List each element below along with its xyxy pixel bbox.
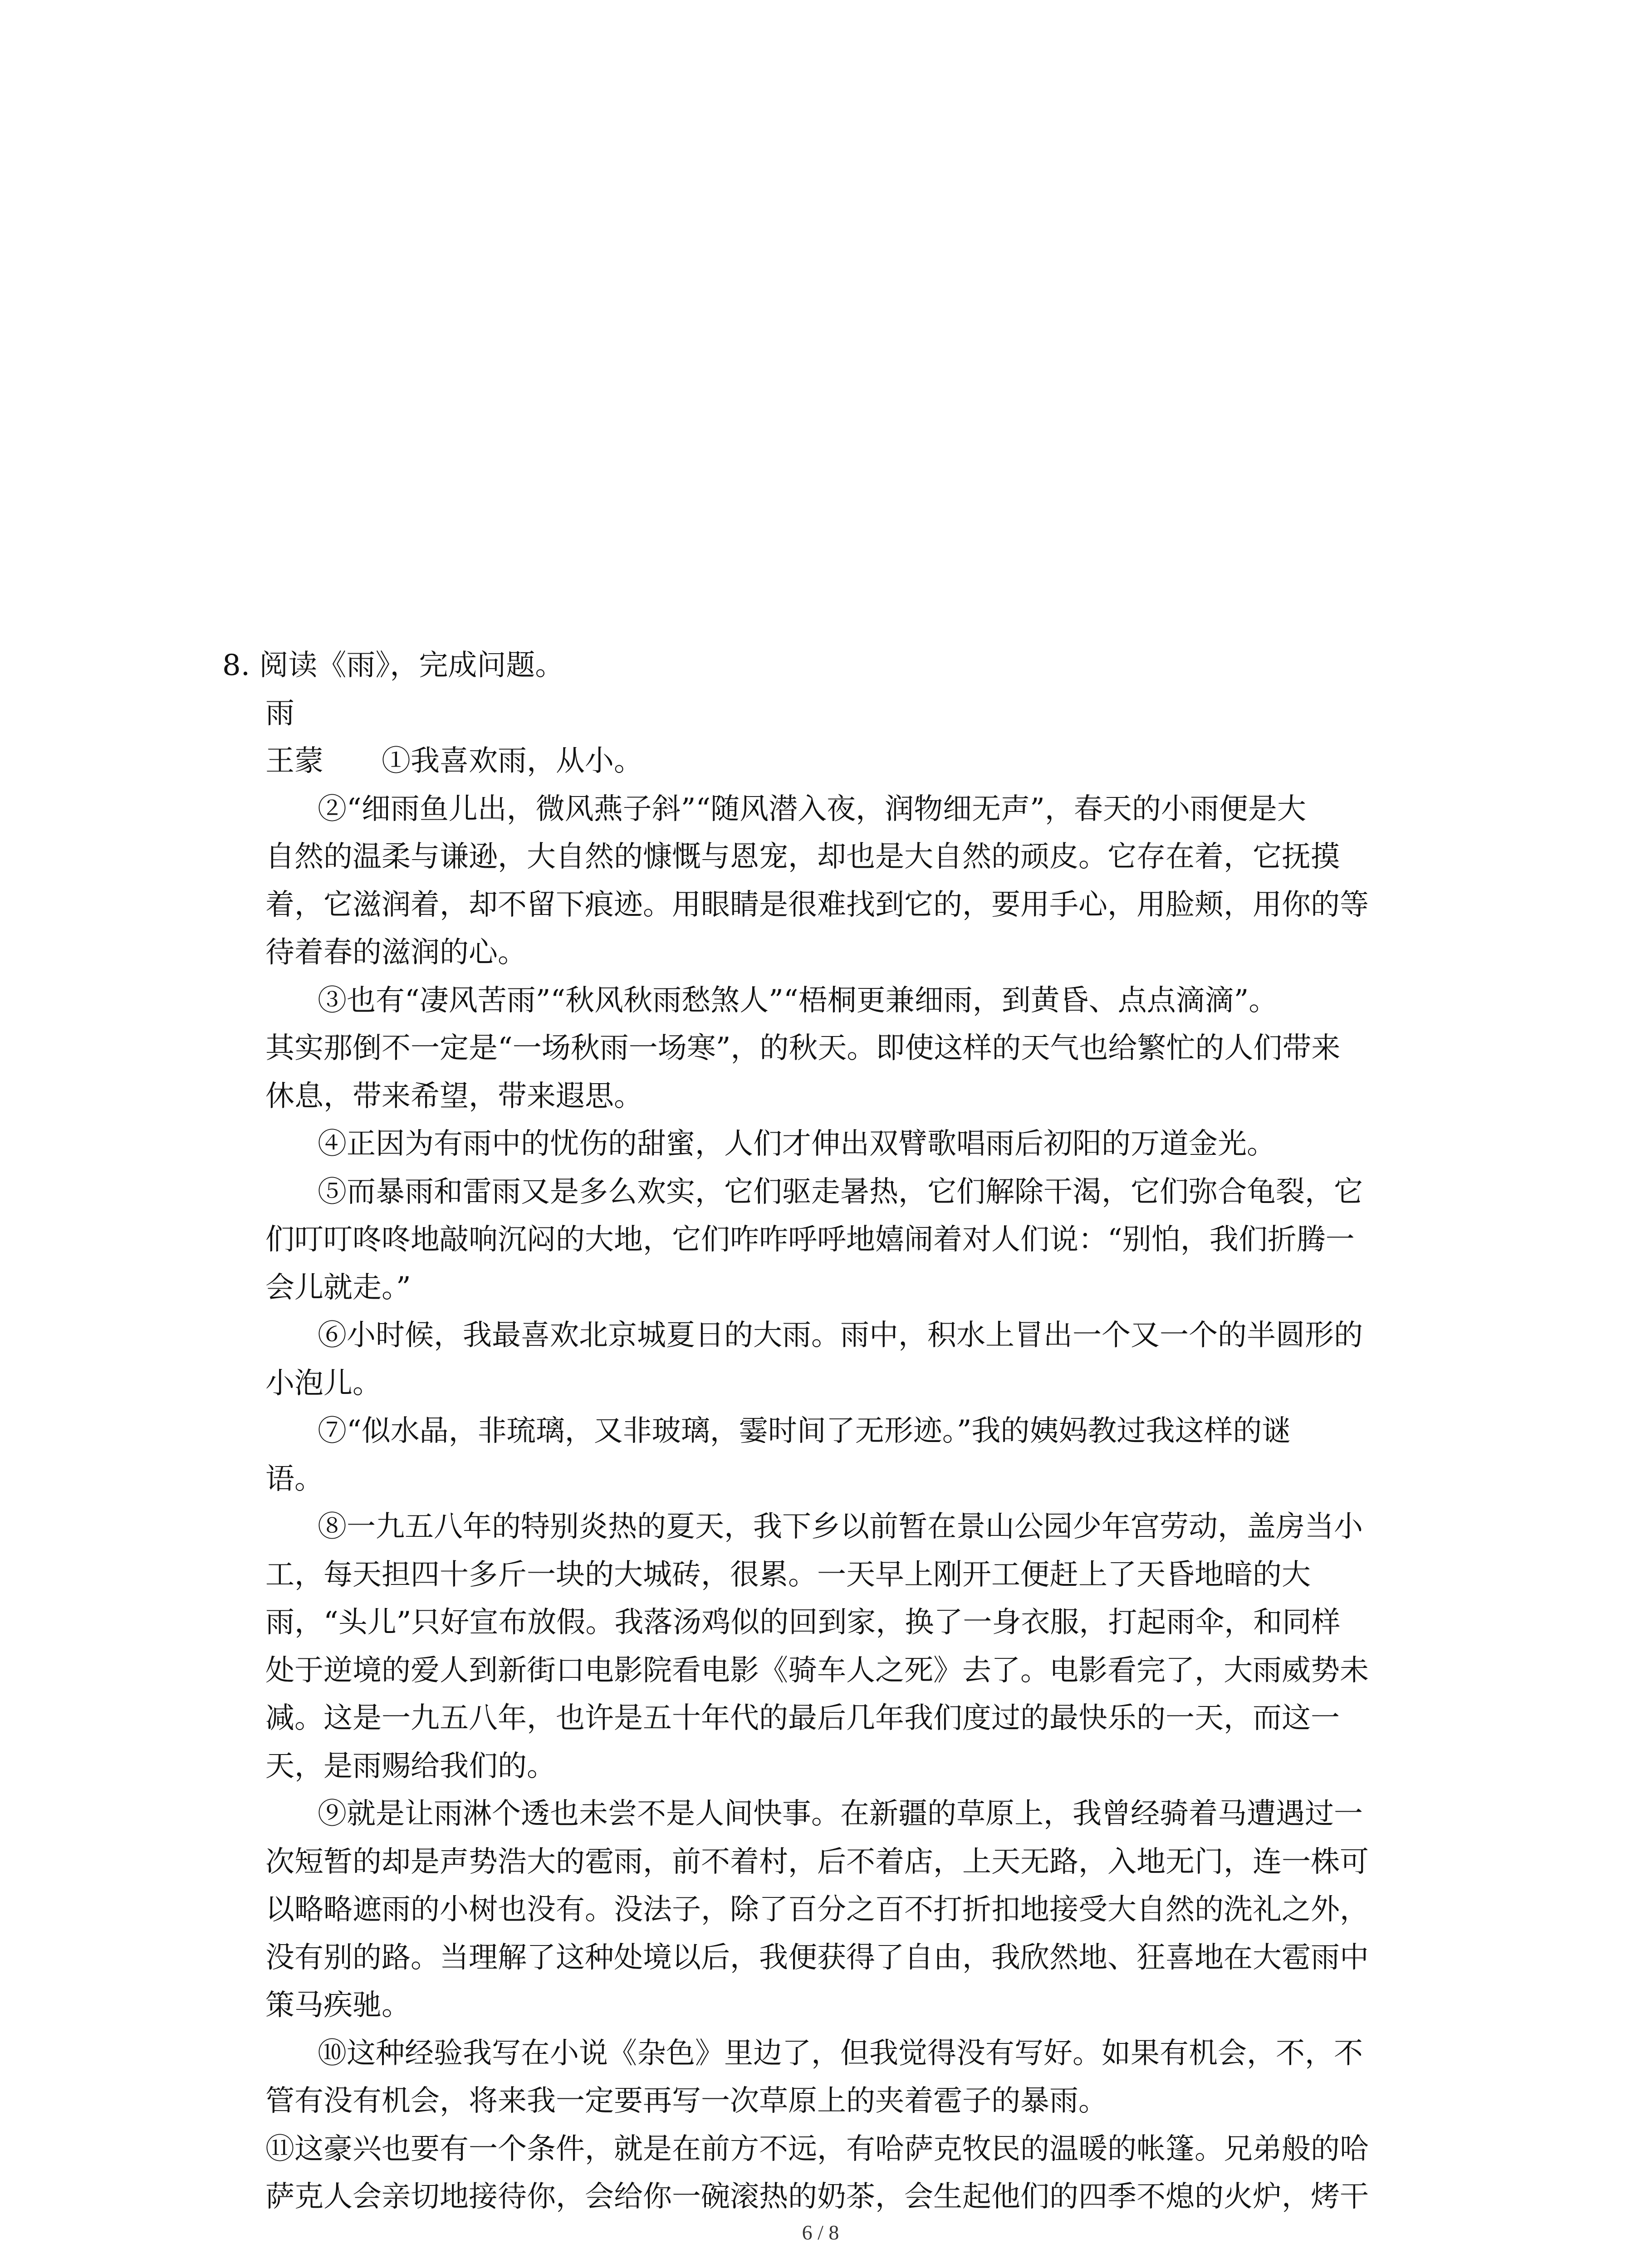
- paragraph-line: 减。这是一九五八年，也许是五十年代的最后几年我们度过的最快乐的一天，而这一: [265, 1701, 1340, 1735]
- paragraph-line: 待着春的滋润的心。: [265, 936, 527, 969]
- paragraph-line: 小泡儿。: [265, 1366, 382, 1400]
- paragraph-line: 自然的温柔与谦逊，大自然的慷慨与恩宠，却也是大自然的顽皮。它存在着，它抚摸: [265, 840, 1340, 874]
- paragraph-8: [222, 1503, 1425, 1790]
- paragraph-line: 天，是雨赐给我们的。: [265, 1749, 556, 1783]
- question-body: [222, 642, 1425, 2221]
- paragraph-line: ④正因为有雨中的忧伤的甜蜜，人们才伸出双臂歌唱雨后初阳的万道金光。: [318, 1127, 1276, 1161]
- paragraph-line: ③也有“凄风苦雨”“秋风秋雨愁煞人”“梧桐更兼细雨，到黄昏、点点滴滴”。: [318, 983, 1278, 1017]
- author-line: 王蒙 ①我喜欢雨，从小。: [265, 744, 643, 778]
- paragraph-line: 语。: [265, 1462, 323, 1496]
- paragraph-line: 雨，“头儿”只好宣布放假。我落汤鸡似的回到家，换了一身衣服，打起雨伞，和同样: [265, 1606, 1341, 1639]
- paragraph-line: 处于逆境的爱人到新街口电影院看电影《骑车人之死》去了。电影看完了，大雨威势未: [265, 1653, 1369, 1687]
- paragraph-line: 以略略遮雨的小树也没有。没法子，除了百分之百不打折扣地接受大自然的洗礼之外，: [265, 1893, 1369, 1926]
- paragraph-11: [222, 2126, 1425, 2221]
- paragraph-line: ⑦“似水晶，非琉璃，又非玻璃，霎时间了无形迹。”我的姨妈教过我这样的谜: [318, 1414, 1291, 1448]
- paragraph-line: 管有没有机会，将来我一定要再写一次草原上的夹着雹子的暴雨。: [265, 2084, 1107, 2118]
- paragraph-line: 们叮叮咚咚地敲响沉闷的大地，它们咋咋呼呼地嬉闹着对人们说：“别怕，我们折腾一: [265, 1223, 1355, 1256]
- paragraph-line: ⑤而暴雨和雷雨又是多么欢实，它们驱走暑热，它们解除干渴，它们弥合龟裂，它: [318, 1175, 1363, 1209]
- paragraph-9: [222, 1790, 1425, 2030]
- paragraph-line: 策马疾驰。: [265, 1989, 411, 2022]
- paragraph-4: [222, 1120, 1425, 1168]
- paragraph-line: 着，它滋润着，却不留下痕迹。用眼睛是很难找到它的，要用手心，用脸颊，用你的等: [265, 888, 1369, 922]
- paragraph-3: [222, 977, 1425, 1121]
- paragraph-line: ⑨就是让雨淋个透也未尝不是人间快事。在新疆的草原上，我曾经骑着马遭遇过一: [318, 1797, 1363, 1831]
- paragraph-line: 没有别的路。当理解了这种处境以后，我便获得了自由，我欣然地、狂喜地在大雹雨中: [265, 1941, 1369, 1975]
- paragraph-line: 工，每天担四十多斤一块的大城砖，很累。一天早上刚开工便赶上了天昏地暗的大: [265, 1558, 1311, 1592]
- paragraph-line: ⑧一九五八年的特别炎热的夏天，我下乡以前暂在景山公园少年宫劳动，盖房当小: [318, 1510, 1363, 1544]
- paragraph-2: [222, 786, 1425, 977]
- paragraph-line: 萨克人会亲切地接待你，会给你一碗滚热的奶茶，会生起他们的四季不熄的火炉，烤干: [265, 2180, 1369, 2214]
- paragraph-6: [222, 1312, 1425, 1408]
- paragraph-5: [222, 1168, 1425, 1312]
- paragraph-line: 会儿就走。”: [265, 1271, 411, 1305]
- paragraph-7: [222, 1408, 1425, 1503]
- paragraph-line: 休息，带来希望，带来遐思。: [265, 1079, 643, 1113]
- passage-title: 雨: [265, 696, 294, 730]
- paragraph-line: ⑥小时候，我最喜欢北京城夏日的大雨。雨中，积水上冒出一个又一个的半圆形的: [318, 1319, 1363, 1352]
- page-number: 6 / 8: [802, 2221, 839, 2244]
- paragraph-line: ⑩这种经验我写在小说《杂色》里边了，但我觉得没有写好。如果有机会，不，不: [318, 2036, 1363, 2070]
- paragraph-10: [222, 2030, 1425, 2126]
- question-heading: 8. 阅读《雨》，完成问题。: [222, 649, 564, 682]
- paragraph-line: 其实那倒不一定是“一场秋雨一场寒”，的秋天。即使这样的天气也给繁忙的人们带来: [265, 1031, 1341, 1065]
- paragraph-line: 次短暂的却是声势浩大的雹雨，前不着村，后不着店，上天无路，入地无门，连一株可: [265, 1845, 1369, 1879]
- paragraph-line: ⑪这豪兴也要有一个条件，就是在前方不远，有哈萨克牧民的温暖的帐篷。兄弟般的哈: [265, 2132, 1369, 2166]
- paragraph-line: ②“细雨鱼儿出，微风燕子斜”“随风潜入夜，润物细无声”，春天的小雨便是大: [318, 792, 1306, 826]
